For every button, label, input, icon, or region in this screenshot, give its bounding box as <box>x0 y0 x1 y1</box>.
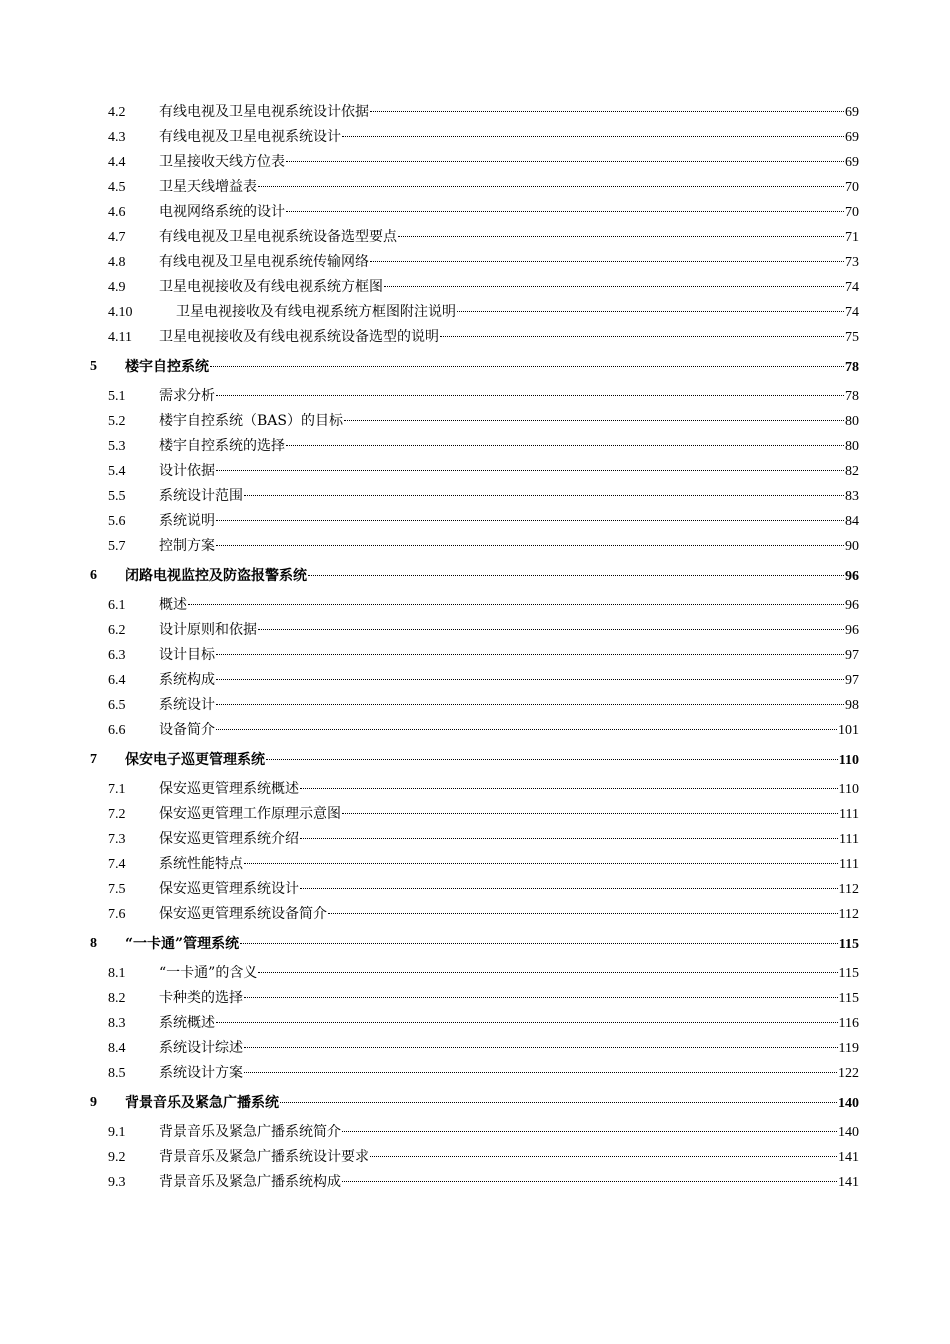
toc-chapter-page: 110 <box>838 753 859 768</box>
toc-entry-title: 有线电视及卫星电视系统设计依据 <box>159 104 369 120</box>
toc-chapter-title: 楼宇自控系统 <box>125 359 209 375</box>
dot-leader <box>280 1102 837 1103</box>
toc-entry-title: 控制方案 <box>159 538 215 554</box>
toc-entry[interactable] <box>0 300 950 325</box>
toc-entry-title: 卫星电视接收及有线电视系统设备选型的说明 <box>159 329 439 345</box>
toc-entry[interactable] <box>0 668 950 693</box>
toc-entry[interactable] <box>0 827 950 852</box>
toc-entry[interactable] <box>0 250 950 275</box>
toc-entry-title: 系统说明 <box>159 513 215 529</box>
toc-entry[interactable] <box>0 1011 950 1036</box>
toc-entry-page: 78 <box>845 389 859 404</box>
toc-entry-title: 有线电视及卫星电视系统设备选型要点 <box>159 229 397 245</box>
toc-entry[interactable] <box>0 509 950 534</box>
toc-entry-number: 4.10 <box>108 305 133 320</box>
dot-leader <box>384 286 844 287</box>
toc-entry-number: 4.5 <box>108 180 126 195</box>
toc-entry[interactable] <box>0 459 950 484</box>
toc-entry-page: 115 <box>838 966 859 981</box>
toc-entry-title: 保安巡更管理系统概述 <box>159 781 299 797</box>
dot-leader <box>398 236 844 237</box>
toc-entry-number: 6.3 <box>108 648 126 663</box>
toc-entry-title: 概述 <box>159 597 187 613</box>
toc-entry-number: 8.2 <box>108 991 126 1006</box>
toc-entry-page: 74 <box>845 305 859 320</box>
dot-leader <box>440 336 844 337</box>
toc-entry-page: 82 <box>845 464 859 479</box>
toc-entry-page: 70 <box>845 180 859 195</box>
toc-entry-title: 卫星接收天线方位表 <box>159 154 285 170</box>
toc-entry[interactable] <box>0 961 950 986</box>
toc-entry-page: 112 <box>838 882 859 897</box>
toc-entry-number: 4.7 <box>108 230 126 245</box>
toc-entry[interactable] <box>0 902 950 927</box>
dot-leader <box>210 366 844 367</box>
toc-entry-title: 系统概述 <box>159 1015 215 1031</box>
toc-entry-title: 保安巡更管理工作原理示意图 <box>159 806 341 822</box>
toc-entry-page: 80 <box>845 439 859 454</box>
toc-entry-title: 系统设计 <box>159 697 215 713</box>
toc-entry-page: 83 <box>845 489 859 504</box>
toc-entry-number: 4.6 <box>108 205 126 220</box>
dot-leader <box>286 211 844 212</box>
toc-entry-page: 141 <box>838 1150 859 1165</box>
toc-entry[interactable] <box>0 643 950 668</box>
toc-entry-title: 有线电视及卫星电视系统传输网络 <box>159 254 369 270</box>
toc-chapter[interactable] <box>0 1086 950 1120</box>
toc-entry-page: 141 <box>838 1175 859 1190</box>
toc-entry-page: 97 <box>845 673 859 688</box>
toc-chapter[interactable] <box>0 743 950 777</box>
toc-entry[interactable] <box>0 1120 950 1145</box>
dot-leader <box>342 813 838 814</box>
dot-leader <box>300 888 838 889</box>
toc-entry[interactable] <box>0 986 950 1011</box>
dot-leader <box>370 111 844 112</box>
toc-entry[interactable] <box>0 693 950 718</box>
toc-entry-number: 4.4 <box>108 155 126 170</box>
toc-chapter-number: 6 <box>90 568 97 583</box>
toc-entry-number: 7.1 <box>108 782 126 797</box>
dot-leader <box>300 838 838 839</box>
toc-entry[interactable] <box>0 534 950 559</box>
dot-leader <box>370 1156 837 1157</box>
toc-entry-number: 5.2 <box>108 414 126 429</box>
toc-entry-page: 73 <box>845 255 859 270</box>
toc-entry[interactable] <box>0 593 950 618</box>
toc-entry[interactable] <box>0 200 950 225</box>
toc-entry-page: 96 <box>845 598 859 613</box>
toc-entry[interactable] <box>0 802 950 827</box>
toc-entry-page: 69 <box>845 105 859 120</box>
toc-entry-number: 7.5 <box>108 882 126 897</box>
dot-leader <box>342 1181 837 1182</box>
toc-entry-page: 122 <box>838 1066 859 1081</box>
toc-entry-page: 84 <box>845 514 859 529</box>
dot-leader <box>240 943 838 944</box>
toc-entry-number: 9.2 <box>108 1150 126 1165</box>
toc-entry-number: 5.6 <box>108 514 126 529</box>
toc-entry-page: 116 <box>838 1016 859 1031</box>
toc-entry-page: 74 <box>845 280 859 295</box>
toc-entry[interactable] <box>0 409 950 434</box>
toc-entry-number: 4.2 <box>108 105 126 120</box>
toc-entry-page: 101 <box>838 723 859 738</box>
toc-entry-page: 140 <box>838 1125 859 1140</box>
toc-entry-number: 8.3 <box>108 1016 126 1031</box>
toc-entry-number: 5.1 <box>108 389 126 404</box>
toc-entry-page: 115 <box>838 991 859 1006</box>
dot-leader <box>244 997 838 998</box>
toc-chapter[interactable] <box>0 559 950 593</box>
dot-leader <box>328 913 838 914</box>
toc-entry-title: 保安巡更管理系统设备简介 <box>159 906 327 922</box>
toc-entry-page: 80 <box>845 414 859 429</box>
toc-chapter-page: 115 <box>838 937 859 952</box>
toc-entry[interactable] <box>0 718 950 743</box>
toc-entry[interactable] <box>0 852 950 877</box>
toc-entry-page: 69 <box>845 155 859 170</box>
dot-leader <box>216 520 844 521</box>
toc-entry-title: 卫星电视接收及有线电视系统方框图 <box>159 279 383 295</box>
toc-entry-title: 需求分析 <box>159 388 215 404</box>
toc-entry-number: 4.8 <box>108 255 126 270</box>
toc-entry-number: 7.3 <box>108 832 126 847</box>
toc-entry-page: 119 <box>838 1041 859 1056</box>
toc-entry-title: 保安巡更管理系统介绍 <box>159 831 299 847</box>
toc-chapter-number: 8 <box>90 936 97 951</box>
toc-chapter-page: 140 <box>838 1096 859 1111</box>
dot-leader <box>244 495 844 496</box>
toc-entry-title: 背景音乐及紧急广播系统简介 <box>159 1124 341 1140</box>
toc-entry-page: 111 <box>839 807 859 822</box>
dot-leader <box>370 261 844 262</box>
dot-leader <box>457 311 844 312</box>
dot-leader <box>244 1072 837 1073</box>
toc-entry-page: 111 <box>839 832 859 847</box>
toc-entry-number: 6.5 <box>108 698 126 713</box>
toc-chapter-title: 背景音乐及紧急广播系统 <box>125 1095 279 1111</box>
dot-leader <box>244 863 838 864</box>
toc-entry-title: 保安巡更管理系统设计 <box>159 881 299 897</box>
dot-leader <box>216 704 844 705</box>
toc-entry-number: 7.4 <box>108 857 126 872</box>
toc-entry-number: 6.4 <box>108 673 126 688</box>
toc-entry-title: 背景音乐及紧急广播系统设计要求 <box>159 1149 369 1165</box>
toc-entry-title: 系统设计综述 <box>159 1040 243 1056</box>
toc-entry-page: 69 <box>845 130 859 145</box>
toc-chapter-page: 78 <box>845 360 859 375</box>
dot-leader <box>258 972 837 973</box>
toc-entry-number: 6.6 <box>108 723 126 738</box>
dot-leader <box>216 654 844 655</box>
toc-entry[interactable] <box>0 1170 950 1195</box>
dot-leader <box>216 1022 838 1023</box>
toc-entry-number: 8.4 <box>108 1041 126 1056</box>
dot-leader <box>300 788 838 789</box>
toc-entry-title: 设备简介 <box>159 722 215 738</box>
toc-entry-number: 4.9 <box>108 280 126 295</box>
toc-entry-number: 7.6 <box>108 907 126 922</box>
toc-entry-title: “一卡通”的含义 <box>159 965 258 981</box>
toc-entry[interactable] <box>0 325 950 350</box>
dot-leader <box>244 1047 838 1048</box>
toc-entry-number: 8.1 <box>108 966 126 981</box>
toc-chapter-title: 保安电子巡更管理系统 <box>125 752 265 768</box>
dot-leader <box>216 545 844 546</box>
dot-leader <box>266 759 838 760</box>
toc-entry-page: 110 <box>838 782 859 797</box>
toc-entry-title: 卫星天线增益表 <box>159 179 257 195</box>
toc-entry-number: 9.3 <box>108 1175 126 1190</box>
toc-entry-title: 有线电视及卫星电视系统设计 <box>159 129 341 145</box>
toc-entry-page: 98 <box>845 698 859 713</box>
toc-entry[interactable] <box>0 175 950 200</box>
dot-leader <box>216 679 844 680</box>
toc-chapter[interactable] <box>0 927 950 961</box>
toc-entry-title: 电视网络系统的设计 <box>159 204 285 220</box>
toc-entry-number: 9.1 <box>108 1125 126 1140</box>
dot-leader <box>216 395 844 396</box>
toc-entry-page: 71 <box>845 230 859 245</box>
toc-chapter-number: 7 <box>90 752 97 767</box>
toc-entry-title: 系统设计方案 <box>159 1065 243 1081</box>
toc-entry[interactable] <box>0 484 950 509</box>
toc-entry-page: 111 <box>839 857 859 872</box>
toc-entry[interactable] <box>0 225 950 250</box>
toc-entry[interactable] <box>0 1145 950 1170</box>
toc-chapter-title: 闭路电视监控及防盗报警系统 <box>125 568 307 584</box>
toc-entry-page: 96 <box>845 623 859 638</box>
toc-entry[interactable] <box>0 384 950 409</box>
toc-entry[interactable] <box>0 434 950 459</box>
toc-entry-title: 系统构成 <box>159 672 215 688</box>
dot-leader <box>216 729 837 730</box>
toc-entry[interactable] <box>0 275 950 300</box>
dot-leader <box>342 136 844 137</box>
toc-entry[interactable] <box>0 150 950 175</box>
toc-chapter[interactable] <box>0 350 950 384</box>
toc-entry-number: 5.4 <box>108 464 126 479</box>
toc-entry-number: 6.2 <box>108 623 126 638</box>
toc-entry-title: 卡种类的选择 <box>159 990 243 1006</box>
dot-leader <box>344 420 844 421</box>
toc-entry[interactable] <box>0 100 950 125</box>
toc-entry-title: 楼宇自控系统的选择 <box>159 438 285 454</box>
toc-entry[interactable] <box>0 1061 950 1086</box>
toc-entry-title: 设计目标 <box>159 647 215 663</box>
toc-entry-title: 系统性能特点 <box>159 856 243 872</box>
toc-entry-number: 8.5 <box>108 1066 126 1081</box>
dot-leader <box>342 1131 837 1132</box>
dot-leader <box>216 470 844 471</box>
toc-entry-title: 楼宇自控系统（BAS）的目标 <box>159 413 343 429</box>
toc-chapter-number: 5 <box>90 359 97 374</box>
toc-entry-number: 4.3 <box>108 130 126 145</box>
toc-entry-number: 5.3 <box>108 439 126 454</box>
toc-entry-number: 7.2 <box>108 807 126 822</box>
toc-entry[interactable] <box>0 618 950 643</box>
toc-entry-title: 设计依据 <box>159 463 215 479</box>
toc-entry-number: 5.7 <box>108 539 126 554</box>
toc-entry-page: 97 <box>845 648 859 663</box>
toc-entry[interactable] <box>0 777 950 802</box>
toc-entry-page: 75 <box>845 330 859 345</box>
toc-entry-number: 4.11 <box>108 330 132 345</box>
toc-entry-page: 112 <box>838 907 859 922</box>
dot-leader <box>258 629 844 630</box>
table-of-contents <box>0 100 950 1195</box>
toc-entry-title: 设计原则和依据 <box>159 622 257 638</box>
toc-entry[interactable] <box>0 125 950 150</box>
toc-chapter-page: 96 <box>845 569 859 584</box>
dot-leader <box>308 575 844 576</box>
toc-entry[interactable] <box>0 877 950 902</box>
toc-chapter-title: “一卡通”管理系统 <box>125 936 240 952</box>
toc-entry-page: 90 <box>845 539 859 554</box>
toc-entry-title: 卫星电视接收及有线电视系统方框图附注说明 <box>176 304 456 320</box>
toc-chapter-number: 9 <box>90 1095 97 1110</box>
toc-entry-title: 系统设计范围 <box>159 488 243 504</box>
toc-entry[interactable] <box>0 1036 950 1061</box>
dot-leader <box>286 161 844 162</box>
dot-leader <box>188 604 844 605</box>
toc-entry-title: 背景音乐及紧急广播系统构成 <box>159 1174 341 1190</box>
toc-entry-number: 6.1 <box>108 598 126 613</box>
toc-entry-number: 5.5 <box>108 489 126 504</box>
toc-entry-page: 70 <box>845 205 859 220</box>
dot-leader <box>258 186 844 187</box>
dot-leader <box>286 445 844 446</box>
